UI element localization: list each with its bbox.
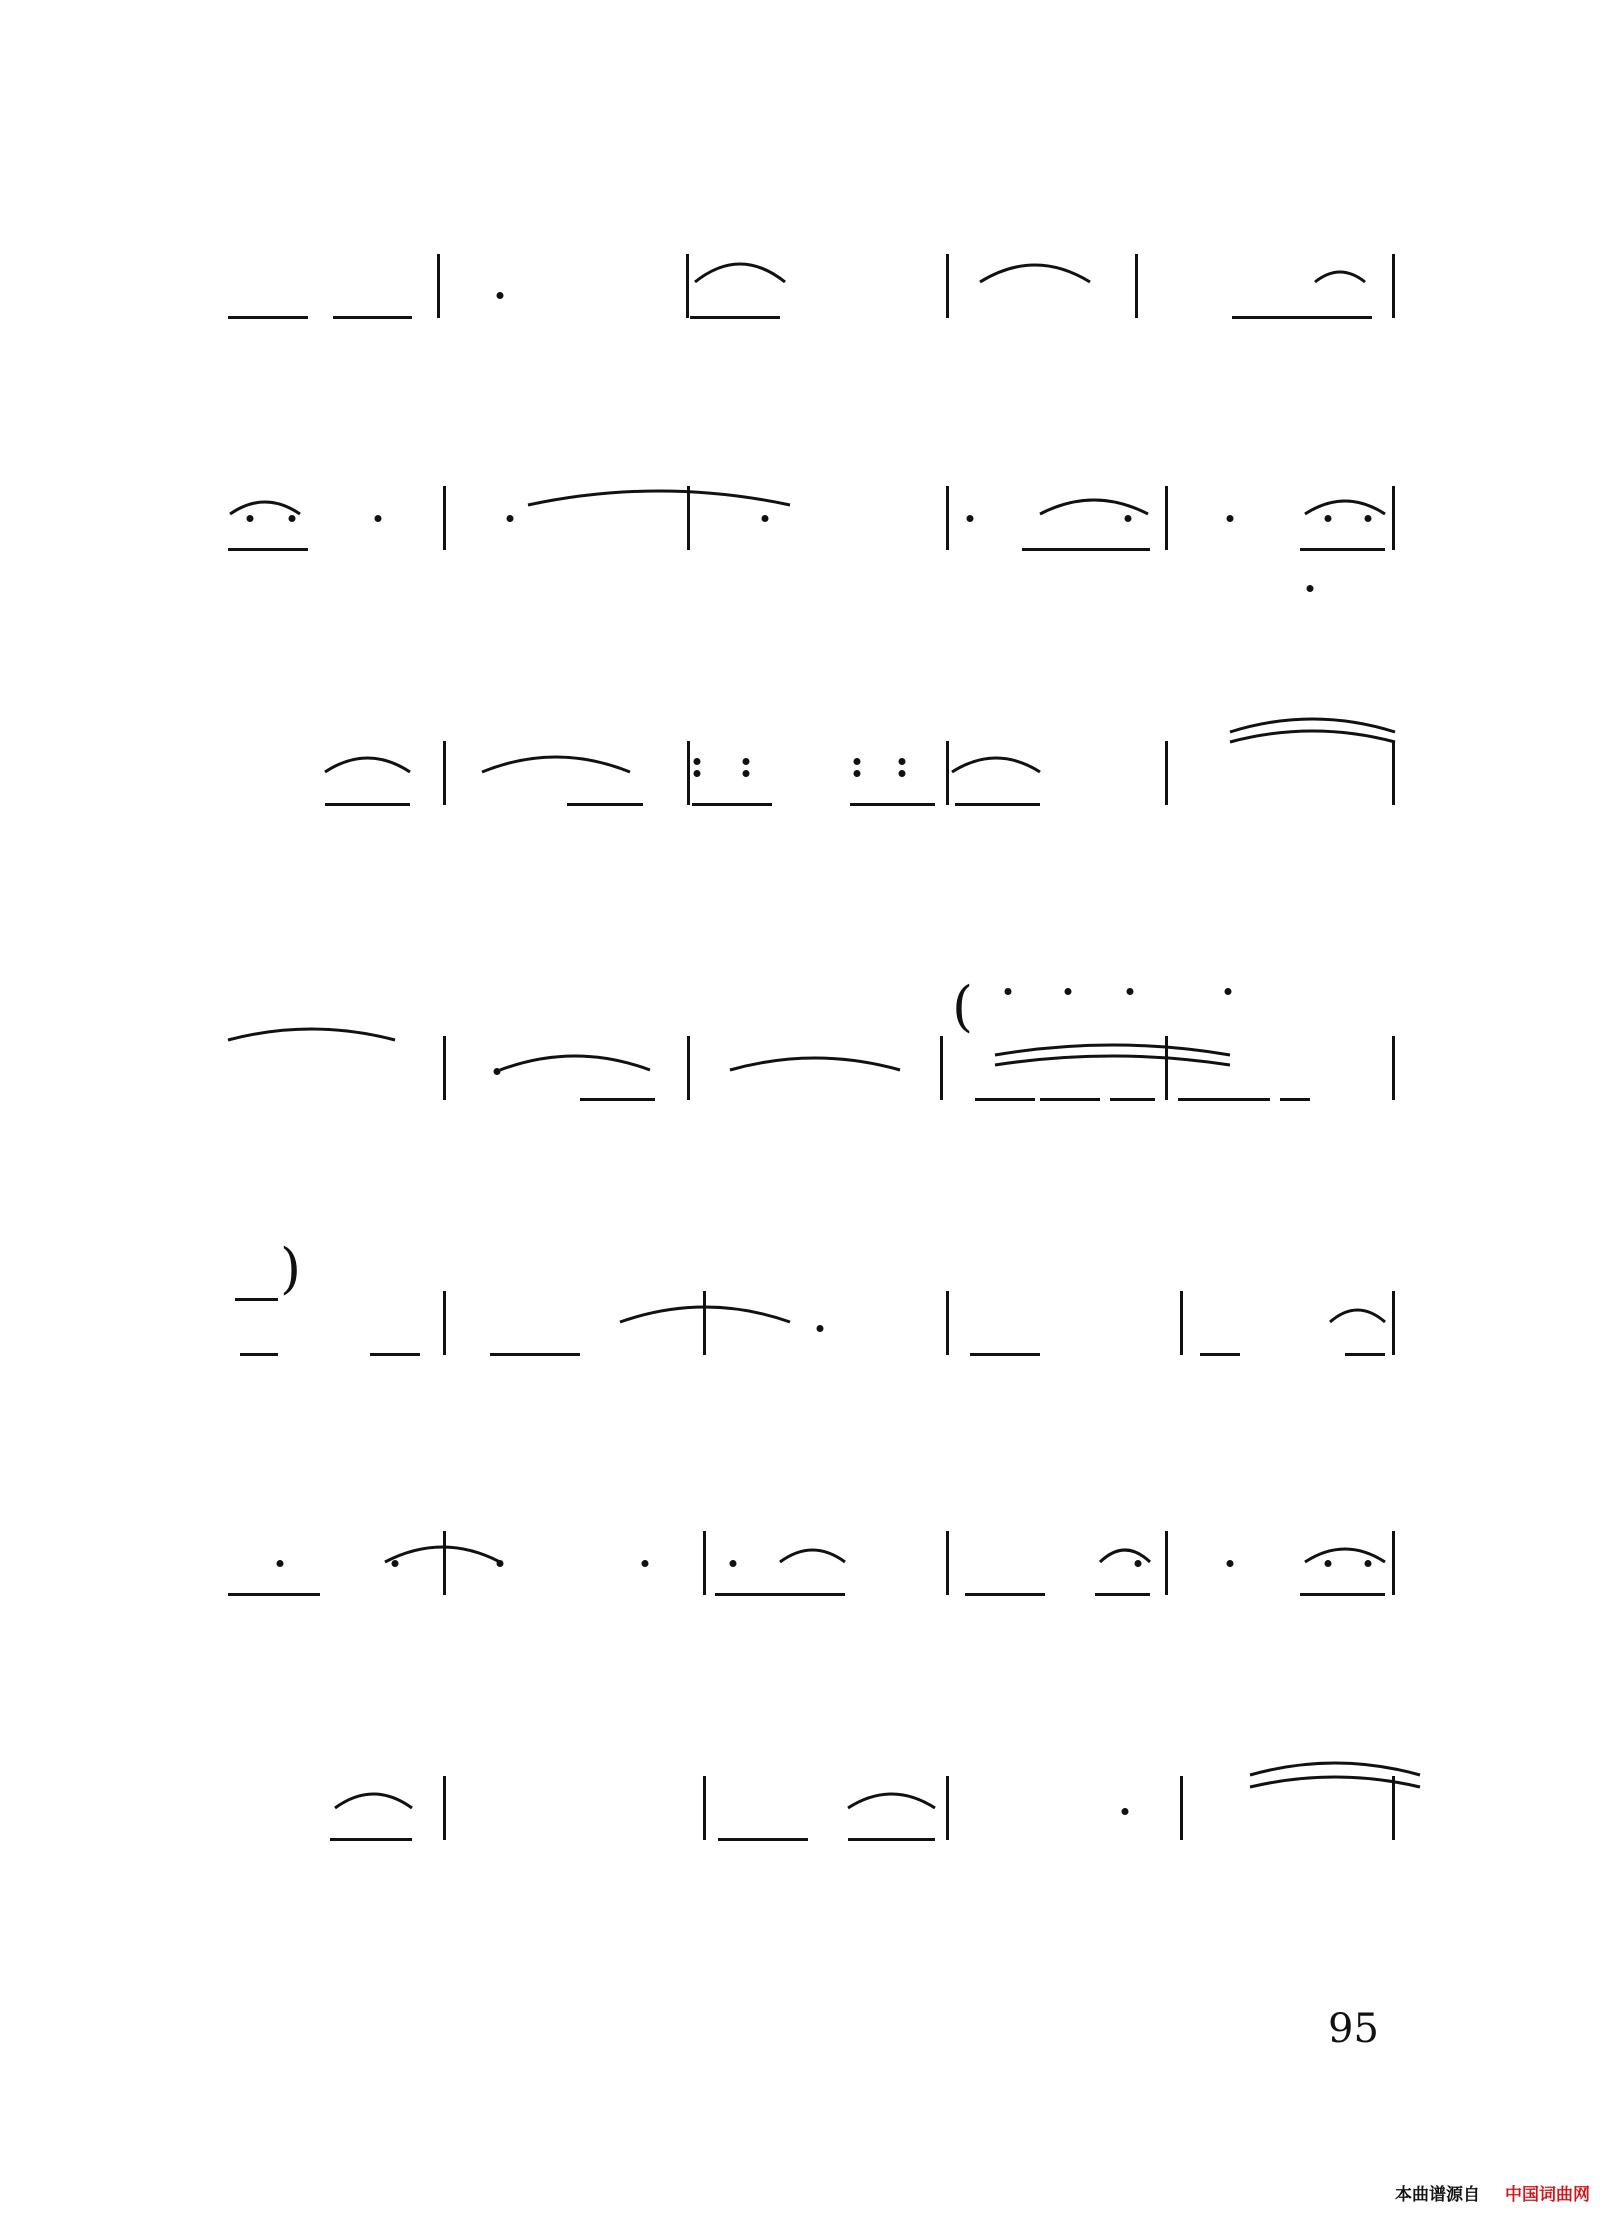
octave-dot (497, 1560, 504, 1567)
barline (686, 254, 689, 318)
footer-source-label: 本曲谱源自 (1395, 2185, 1480, 2205)
underline-beam (848, 1838, 935, 1841)
underline-beam (692, 803, 772, 806)
barline (703, 1531, 706, 1595)
octave-dot (1127, 988, 1134, 995)
slur (1305, 501, 1385, 514)
slur (1315, 272, 1365, 282)
underline-beam (1300, 1593, 1385, 1596)
barline (946, 1291, 949, 1355)
slur (228, 1029, 395, 1040)
barline (1392, 1531, 1395, 1595)
barline (1180, 1291, 1183, 1355)
barline (940, 1036, 943, 1100)
octave-dot (762, 515, 769, 522)
slur (335, 1794, 412, 1808)
octave-dot (899, 758, 906, 765)
barline (1392, 1776, 1395, 1840)
barline (703, 1776, 706, 1840)
octave-dot (694, 758, 701, 765)
slur (528, 491, 790, 505)
barline (1165, 486, 1168, 550)
underline-beam (370, 1353, 420, 1356)
octave-dot (1227, 515, 1234, 522)
octave-dot (1225, 988, 1232, 995)
octave-dot (392, 1560, 399, 1567)
barline (1165, 1531, 1168, 1595)
slur (1230, 719, 1395, 732)
barline (946, 254, 949, 318)
underline-beam (715, 1593, 845, 1596)
barline (1392, 1036, 1395, 1100)
slur (230, 502, 300, 514)
interlude-close-paren: ) (280, 1237, 302, 1300)
underline-beam (970, 1353, 1040, 1356)
barline (1392, 254, 1395, 318)
footer-site-name: 中国词曲网 (1505, 2185, 1590, 2205)
underline-beam (1022, 548, 1150, 551)
underline-beam (690, 316, 780, 319)
underline-beam (333, 316, 412, 319)
underline-beam (1110, 1098, 1155, 1101)
slur (1230, 731, 1395, 742)
interlude-open-paren: ( (952, 975, 974, 1038)
octave-dot (642, 1560, 649, 1567)
octave-dot (854, 758, 861, 765)
underline-beam (1300, 548, 1385, 551)
octave-dot (694, 770, 701, 777)
barline (946, 741, 949, 805)
octave-dot (967, 515, 974, 522)
barline (437, 254, 440, 318)
underline-beam (955, 803, 1040, 806)
octave-dot (507, 515, 514, 522)
underline-beam (1178, 1098, 1270, 1101)
slur (730, 1058, 900, 1070)
slur (995, 1056, 1230, 1065)
barline (1135, 254, 1138, 318)
underline-beam (240, 1353, 278, 1356)
octave-dot (817, 1325, 824, 1332)
underline-beam (1200, 1353, 1240, 1356)
slur (980, 265, 1090, 282)
octave-dot (1125, 515, 1132, 522)
underline-beam (718, 1838, 808, 1841)
barline (1392, 1291, 1395, 1355)
underline-beam (850, 803, 935, 806)
octave-dot (1005, 988, 1012, 995)
underline-beam (965, 1593, 1045, 1596)
slur (500, 1056, 650, 1070)
octave-dot (375, 515, 382, 522)
slur (1100, 1550, 1150, 1562)
slur (952, 758, 1040, 772)
barline (687, 486, 690, 550)
underline-beam (1095, 1593, 1150, 1596)
barline (1180, 1776, 1183, 1840)
underline-beam (1232, 316, 1372, 319)
octave-dot (1365, 1560, 1372, 1567)
slur (780, 1550, 845, 1562)
octave-dot (1065, 988, 1072, 995)
octave-dot (247, 515, 254, 522)
underline-beam (228, 316, 308, 319)
underline-beam (567, 803, 643, 806)
octave-dot (1365, 515, 1372, 522)
slur (848, 1794, 935, 1808)
barline (703, 1291, 706, 1355)
underline-beam (235, 1298, 278, 1301)
octave-dot (854, 770, 861, 777)
barline (946, 486, 949, 550)
page-number: 95 (1328, 2006, 1379, 2052)
underline-beam (228, 1593, 320, 1596)
octave-dot (494, 1068, 501, 1075)
octave-dot (277, 1560, 284, 1567)
octave-dot (1135, 1560, 1142, 1567)
octave-dot (899, 770, 906, 777)
underline-beam (330, 1838, 412, 1841)
octave-dot (1227, 1560, 1234, 1567)
barline (946, 1531, 949, 1595)
octave-dot (1325, 1560, 1332, 1567)
slur (1040, 500, 1148, 514)
octave-dot (1325, 515, 1332, 522)
barline (443, 1531, 446, 1595)
underline-beam (1280, 1098, 1310, 1101)
octave-dot (743, 758, 750, 765)
barline (1392, 486, 1395, 550)
barline (1165, 1036, 1168, 1100)
underline-beam (1345, 1353, 1385, 1356)
barline (687, 1036, 690, 1100)
underline-beam (325, 803, 410, 806)
octave-dot (289, 515, 296, 522)
underline-beam (580, 1098, 655, 1101)
underline-beam (228, 548, 308, 551)
slur (482, 757, 630, 772)
slur (695, 264, 785, 282)
octave-dot (1122, 1808, 1129, 1815)
barline (443, 1036, 446, 1100)
barline (443, 1776, 446, 1840)
underline-beam (490, 1353, 580, 1356)
slur (1330, 1310, 1385, 1322)
slur (1250, 1763, 1420, 1775)
barline (1392, 741, 1395, 805)
barline (443, 1291, 446, 1355)
barline (946, 1776, 949, 1840)
slur (1305, 1549, 1385, 1562)
octave-dot (497, 292, 504, 299)
underline-beam (975, 1098, 1035, 1101)
octave-dot (730, 1560, 737, 1567)
slur (325, 758, 410, 772)
barline (687, 741, 690, 805)
barline (443, 486, 446, 550)
barline (443, 741, 446, 805)
barline (1165, 741, 1168, 805)
octave-dot (743, 770, 750, 777)
underline-beam (1040, 1098, 1100, 1101)
slur (995, 1045, 1230, 1055)
octave-dot (1307, 585, 1314, 592)
